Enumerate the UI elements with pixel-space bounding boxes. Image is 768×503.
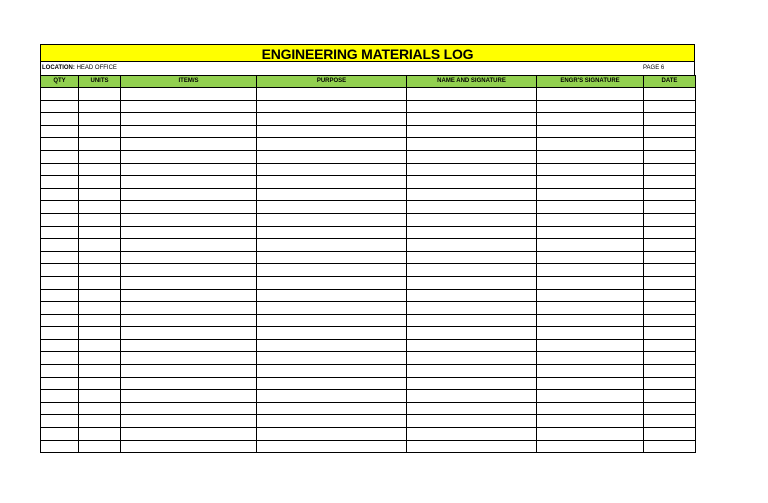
table-cell[interactable] <box>121 113 257 126</box>
table-cell[interactable] <box>41 138 79 151</box>
table-cell[interactable] <box>79 138 121 151</box>
table-cell[interactable] <box>257 377 407 390</box>
table-cell[interactable] <box>79 113 121 126</box>
table-cell[interactable] <box>121 339 257 352</box>
table-cell[interactable] <box>537 201 644 214</box>
table-cell[interactable] <box>537 163 644 176</box>
table-cell[interactable] <box>41 176 79 189</box>
table-cell[interactable] <box>537 213 644 226</box>
table-cell[interactable] <box>41 100 79 113</box>
table-row <box>41 390 696 403</box>
table-cell[interactable] <box>537 440 644 453</box>
table-cell[interactable] <box>79 213 121 226</box>
table-cell[interactable] <box>537 138 644 151</box>
table-cell[interactable] <box>407 302 537 315</box>
table-cell[interactable] <box>121 302 257 315</box>
table-cell[interactable] <box>644 163 696 176</box>
table-row <box>41 402 696 415</box>
table-cell[interactable] <box>257 276 407 289</box>
table-cell[interactable] <box>79 377 121 390</box>
table-cell[interactable] <box>79 150 121 163</box>
table-cell[interactable] <box>257 125 407 138</box>
table-cell[interactable] <box>121 402 257 415</box>
table-cell[interactable] <box>407 428 537 441</box>
table-row <box>41 176 696 189</box>
table-cell[interactable] <box>41 365 79 378</box>
table-cell[interactable] <box>537 402 644 415</box>
table-row <box>41 213 696 226</box>
table-cell[interactable] <box>644 390 696 403</box>
table-cell[interactable] <box>644 226 696 239</box>
table-cell[interactable] <box>257 390 407 403</box>
table-row <box>41 289 696 302</box>
table-cell[interactable] <box>644 88 696 101</box>
table-cell[interactable] <box>537 377 644 390</box>
table-cell[interactable] <box>79 352 121 365</box>
table-cell[interactable] <box>79 276 121 289</box>
table-cell[interactable] <box>79 201 121 214</box>
table-cell[interactable] <box>41 440 79 453</box>
table-cell[interactable] <box>644 239 696 252</box>
table-cell[interactable] <box>257 264 407 277</box>
table-row <box>41 428 696 441</box>
table-cell[interactable] <box>79 314 121 327</box>
table-cell[interactable] <box>121 365 257 378</box>
table-cell[interactable] <box>41 289 79 302</box>
table-cell[interactable] <box>79 176 121 189</box>
table-cell[interactable] <box>537 176 644 189</box>
table-cell[interactable] <box>407 415 537 428</box>
table-cell[interactable] <box>79 302 121 315</box>
table-cell[interactable] <box>537 352 644 365</box>
table-cell[interactable] <box>537 390 644 403</box>
table-cell[interactable] <box>537 276 644 289</box>
table-cell[interactable] <box>257 415 407 428</box>
table-cell[interactable] <box>79 365 121 378</box>
table-cell[interactable] <box>407 390 537 403</box>
table-cell[interactable] <box>407 239 537 252</box>
table-cell[interactable] <box>121 314 257 327</box>
table-cell[interactable] <box>41 428 79 441</box>
table-cell[interactable] <box>644 213 696 226</box>
table-cell[interactable] <box>121 176 257 189</box>
table-cell[interactable] <box>121 226 257 239</box>
table-cell[interactable] <box>41 327 79 340</box>
table-cell[interactable] <box>407 276 537 289</box>
table-row <box>41 276 696 289</box>
table-cell[interactable] <box>257 339 407 352</box>
table-cell[interactable] <box>121 415 257 428</box>
table-cell[interactable] <box>644 100 696 113</box>
table-cell[interactable] <box>41 188 79 201</box>
table-cell[interactable] <box>407 113 537 126</box>
table-cell[interactable] <box>407 138 537 151</box>
table-cell[interactable] <box>41 339 79 352</box>
table-row <box>41 415 696 428</box>
table-cell[interactable] <box>537 415 644 428</box>
column-header-qty: QTY <box>41 76 79 88</box>
table-cell[interactable] <box>537 113 644 126</box>
table-cell[interactable] <box>644 339 696 352</box>
table-cell[interactable] <box>644 201 696 214</box>
table-row <box>41 327 696 340</box>
table-cell[interactable] <box>121 239 257 252</box>
table-cell[interactable] <box>257 213 407 226</box>
table-cell[interactable] <box>41 201 79 214</box>
table-cell[interactable] <box>41 352 79 365</box>
table-cell[interactable] <box>79 163 121 176</box>
table-cell[interactable] <box>407 163 537 176</box>
table-cell[interactable] <box>407 176 537 189</box>
table-cell[interactable] <box>121 138 257 151</box>
table-row <box>41 88 696 101</box>
table-cell[interactable] <box>41 150 79 163</box>
table-cell[interactable] <box>257 251 407 264</box>
table-cell[interactable] <box>407 88 537 101</box>
table-cell[interactable] <box>257 188 407 201</box>
table-cell[interactable] <box>79 327 121 340</box>
table-row <box>41 264 696 277</box>
table-row <box>41 188 696 201</box>
table-row <box>41 339 696 352</box>
table-row <box>41 352 696 365</box>
table-cell[interactable] <box>644 365 696 378</box>
table-cell[interactable] <box>537 188 644 201</box>
table-cell[interactable] <box>121 264 257 277</box>
table-cell[interactable] <box>537 365 644 378</box>
table-cell[interactable] <box>41 213 79 226</box>
table-row <box>41 365 696 378</box>
table-cell[interactable] <box>41 163 79 176</box>
table-row <box>41 113 696 126</box>
table-cell[interactable] <box>257 150 407 163</box>
table-cell[interactable] <box>407 125 537 138</box>
table-cell[interactable] <box>644 289 696 302</box>
table-cell[interactable] <box>644 188 696 201</box>
table-cell[interactable] <box>257 302 407 315</box>
table-row <box>41 302 696 315</box>
table-cell[interactable] <box>121 213 257 226</box>
location-value: HEAD OFFICE <box>76 65 117 71</box>
table-cell[interactable] <box>407 327 537 340</box>
table-cell[interactable] <box>257 176 407 189</box>
table-cell[interactable] <box>407 188 537 201</box>
table-cell[interactable] <box>257 352 407 365</box>
table-cell[interactable] <box>257 428 407 441</box>
table-row <box>41 440 696 453</box>
table-row <box>41 239 696 252</box>
table-cell[interactable] <box>537 264 644 277</box>
table-cell[interactable] <box>79 428 121 441</box>
table-row <box>41 377 696 390</box>
table-cell[interactable] <box>121 327 257 340</box>
table-cell[interactable] <box>121 150 257 163</box>
table-cell[interactable] <box>407 201 537 214</box>
table-cell[interactable] <box>644 264 696 277</box>
table-cell[interactable] <box>79 440 121 453</box>
table-cell[interactable] <box>121 100 257 113</box>
table-row <box>41 150 696 163</box>
table-cell[interactable] <box>644 138 696 151</box>
table-cell[interactable] <box>79 226 121 239</box>
table-cell[interactable] <box>407 440 537 453</box>
table-cell[interactable] <box>407 289 537 302</box>
table-row <box>41 163 696 176</box>
table-cell[interactable] <box>407 251 537 264</box>
table-cell[interactable] <box>79 415 121 428</box>
table-cell[interactable] <box>644 176 696 189</box>
table-cell[interactable] <box>41 302 79 315</box>
materials-log-sheet <box>40 44 695 453</box>
log-table <box>40 75 696 453</box>
table-cell[interactable] <box>41 390 79 403</box>
table-cell[interactable] <box>537 150 644 163</box>
table-cell[interactable] <box>407 402 537 415</box>
table-cell[interactable] <box>644 314 696 327</box>
table-cell[interactable] <box>257 440 407 453</box>
table-cell[interactable] <box>79 239 121 252</box>
table-cell[interactable] <box>407 213 537 226</box>
table-cell[interactable] <box>79 264 121 277</box>
table-cell[interactable] <box>121 428 257 441</box>
table-cell[interactable] <box>79 390 121 403</box>
table-cell[interactable] <box>257 113 407 126</box>
table-row <box>41 251 696 264</box>
table-cell[interactable] <box>41 276 79 289</box>
table-cell[interactable] <box>121 440 257 453</box>
column-header-items: ITEM/S <box>121 76 257 88</box>
table-cell[interactable] <box>257 138 407 151</box>
table-cell[interactable] <box>257 327 407 340</box>
table-cell[interactable] <box>537 125 644 138</box>
table-cell[interactable] <box>644 150 696 163</box>
table-cell[interactable] <box>537 428 644 441</box>
table-row <box>41 226 696 239</box>
table-cell[interactable] <box>257 201 407 214</box>
table-cell[interactable] <box>407 314 537 327</box>
table-cell[interactable] <box>121 289 257 302</box>
table-cell[interactable] <box>537 251 644 264</box>
header-row <box>41 76 696 88</box>
table-cell[interactable] <box>41 88 79 101</box>
table-cell[interactable] <box>121 88 257 101</box>
table-cell[interactable] <box>407 264 537 277</box>
table-cell[interactable] <box>644 415 696 428</box>
table-cell[interactable] <box>537 88 644 101</box>
table-cell[interactable] <box>79 339 121 352</box>
table-cell[interactable] <box>644 327 696 340</box>
table-cell[interactable] <box>257 88 407 101</box>
table-cell[interactable] <box>644 276 696 289</box>
table-cell[interactable] <box>644 302 696 315</box>
table-cell[interactable] <box>79 100 121 113</box>
table-cell[interactable] <box>257 314 407 327</box>
column-header-purpose: PURPOSE <box>257 76 407 88</box>
table-cell[interactable] <box>79 402 121 415</box>
table-cell[interactable] <box>407 226 537 239</box>
table-cell[interactable] <box>537 314 644 327</box>
table-cell[interactable] <box>407 339 537 352</box>
table-cell[interactable] <box>257 163 407 176</box>
table-cell[interactable] <box>537 100 644 113</box>
table-cell[interactable] <box>644 402 696 415</box>
table-cell[interactable] <box>41 377 79 390</box>
table-cell[interactable] <box>407 100 537 113</box>
table-cell[interactable] <box>41 226 79 239</box>
table-cell[interactable] <box>537 302 644 315</box>
table-cell[interactable] <box>121 163 257 176</box>
page-number: PAGE 6 <box>643 65 665 71</box>
table-cell[interactable] <box>257 100 407 113</box>
table-cell[interactable] <box>407 352 537 365</box>
table-cell[interactable] <box>537 327 644 340</box>
table-cell[interactable] <box>537 239 644 252</box>
column-header-name-signature: NAME AND SIGNATURE <box>407 76 537 88</box>
table-cell[interactable] <box>121 390 257 403</box>
table-cell[interactable] <box>644 352 696 365</box>
table-cell[interactable] <box>644 125 696 138</box>
table-cell[interactable] <box>41 251 79 264</box>
table-row <box>41 201 696 214</box>
table-cell[interactable] <box>79 125 121 138</box>
table-cell[interactable] <box>79 289 121 302</box>
table-row <box>41 100 696 113</box>
table-cell[interactable] <box>407 365 537 378</box>
table-cell[interactable] <box>79 88 121 101</box>
table-cell[interactable] <box>79 251 121 264</box>
column-header-units: UNITS <box>79 76 121 88</box>
table-cell[interactable] <box>407 150 537 163</box>
location-label: LOCATION: <box>42 65 75 71</box>
log-table-body <box>41 88 696 453</box>
table-cell[interactable] <box>121 377 257 390</box>
table-cell[interactable] <box>41 113 79 126</box>
table-cell[interactable] <box>121 352 257 365</box>
table-cell[interactable] <box>41 415 79 428</box>
table-cell[interactable] <box>257 402 407 415</box>
table-cell[interactable] <box>41 264 79 277</box>
table-cell[interactable] <box>644 440 696 453</box>
table-cell[interactable] <box>644 251 696 264</box>
table-cell[interactable] <box>121 188 257 201</box>
table-cell[interactable] <box>41 125 79 138</box>
table-cell[interactable] <box>257 226 407 239</box>
column-header-date: DATE <box>644 76 696 88</box>
table-cell[interactable] <box>121 125 257 138</box>
location-info <box>42 62 117 75</box>
table-cell[interactable] <box>41 239 79 252</box>
table-cell[interactable] <box>537 289 644 302</box>
table-cell[interactable] <box>644 377 696 390</box>
table-cell[interactable] <box>41 314 79 327</box>
table-cell[interactable] <box>121 276 257 289</box>
log-title: ENGINEERING MATERIALS LOG <box>40 44 695 62</box>
table-cell[interactable] <box>79 188 121 201</box>
table-cell[interactable] <box>257 289 407 302</box>
table-cell[interactable] <box>537 226 644 239</box>
table-cell[interactable] <box>257 365 407 378</box>
table-cell[interactable] <box>644 113 696 126</box>
column-header-engr-signature: ENGR'S SIGNATURE <box>537 76 644 88</box>
table-cell[interactable] <box>41 402 79 415</box>
table-cell[interactable] <box>121 201 257 214</box>
table-row <box>41 138 696 151</box>
meta-row <box>40 62 695 75</box>
table-cell[interactable] <box>537 339 644 352</box>
table-row <box>41 314 696 327</box>
table-cell[interactable] <box>257 239 407 252</box>
table-cell[interactable] <box>407 377 537 390</box>
table-cell[interactable] <box>121 251 257 264</box>
table-cell[interactable] <box>644 428 696 441</box>
table-row <box>41 125 696 138</box>
